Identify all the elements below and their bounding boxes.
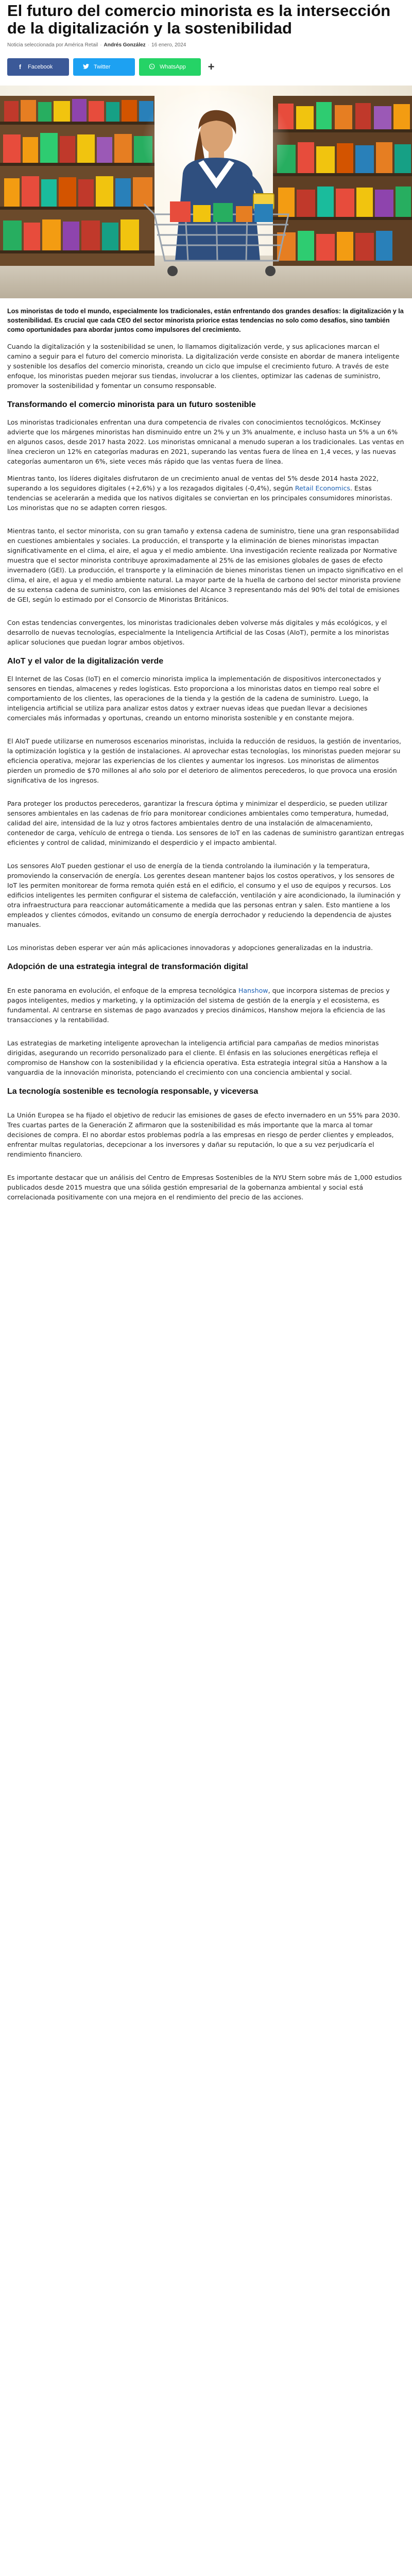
- byline-date: 16 enero, 2024: [151, 42, 186, 48]
- retail-economics-link[interactable]: Retail Economics: [295, 484, 350, 492]
- section-heading: AIoT y el valor de la digitalización verde: [7, 657, 164, 666]
- article-lead: Los minoristas de todo el mundo, especialmente los tradicionales, están enfrentando dos grandes desafíos: la digitalización y la sostenibilidad. Es crucial que cada CEO del sector minorista priorice estas tendencias no solo como desafíos, sino también como oportunidades para abordar juntos como impulsores del crecimiento.: [7, 308, 404, 333]
- share-whatsapp-label: WhatsApp: [160, 64, 186, 70]
- article-page: [0, 0, 412, 1223]
- paragraph: Mientras tanto, los líderes digitales disfrutaron de un crecimiento anual de ventas del 5% desde 2014 hasta 2022, superando a los seguidores digitales (+2,6%) y a los rezagados digitales (-0,4%), según Retail Economics. Estas tendencias se acelerarán a medida que los nativos digitales se conviertan en los principales consumidores minoristas. Los minoristas que no se adapten corren riesgos.: [7, 474, 392, 512]
- paragraph: Los minoristas tradicionales enfrentan una dura competencia de rivales con conocimientos tecnológicos. McKinsey advierte que los márgenes minoristas han disminuido entre un 2% y un 3% anualmente, e incluso hasta un 5% a un 6% en algunos casos, desde 2017 hasta 2022. Los minoristas omnicanal a menudo superan a los tradicionales. Las ventas en línea crecieron un 12% en categorías maduras en 2021, superando las ventas fuera de línea en 1,4 veces, y las nuevas categorías aumentaron un 6%, siete veces más rápido que las ventas fuera de línea.: [7, 418, 404, 465]
- byline-source: Noticia seleccionada por América Retail: [7, 42, 98, 48]
- paragraph: Las estrategias de marketing inteligente aprovechan la inteligencia artificial para campañas de medios minoristas dirigidas, asegurando un recorrido personalizado para el cliente. El énfasis en las soluciones energéticas refleja el compromiso de Hanshow con la sostenibilidad y la eficiencia operativa. Esta estrategia integral sitúa a Hanshow a la vanguardia de la innovación minorista, potenciando el crecimiento con una conciencia ambiental y social.: [7, 1039, 387, 1076]
- article-title: El futuro del comercio minorista es la intersección de la digitalización y la sostenibilidad: [7, 2, 391, 37]
- byline: Noticia seleccionada por América Retail · Andrés González · 16 enero, 2024: [7, 42, 186, 48]
- article-body: [0, 307, 412, 1202]
- paragraph: Los minoristas deben esperar ver aún más aplicaciones innovadoras y adopciones generalizadas en la industria.: [7, 944, 373, 952]
- paragraph: Para proteger los productos perecederos, garantizar la frescura óptima y minimizar el desperdicio, se pueden utilizar sensores ambientales en las cadenas de frío para monitorear condiciones ambientales como temperatura, humedad, calidad del aire, intensidad de la luz y otros factores ambientales dentro de una instalación de almacenamiento, contenedor de carga, vehículo de entrega o tienda. Los sensores de IoT en las cadenas de suministro garantizan entregas eficientes y control de calidad, minimizando el desperdicio y el impacto ambiental.: [7, 800, 404, 846]
- section-heading: Transformando el comercio minorista para un futuro sostenible: [7, 400, 256, 409]
- plus-icon: +: [208, 60, 215, 73]
- paragraph: Mientras tanto, el sector minorista, con su gran tamaño y extensa cadena de suministro, tiene una gran responsabilidad en cuestiones ambientales y sociales. La producción, el transporte y la eliminación de bienes minoristas impactan significativamente en el clima, el aire, el agua y el medio ambiente. Una investigación reciente realizada por Normative muestra que el sector minorista contribuye aproximadamente al 25% de las emisiones globales de gases de efecto invernadero (GEI). La producción, el transporte y la eliminación de bienes minoristas tienen un impacto significativo en el clima, el aire, el agua y el medio ambiente natural. La mayor parte de la huella de carbono del sector minorista proviene de su extensa cadena de suministro, con las emisiones del Alcance 3 representando más del 90% del total de emisiones de GEI, según lo estimado por el Consorcio de Minoristas Británicos.: [7, 527, 403, 603]
- share-bar: [0, 52, 412, 77]
- share-twitter-button[interactable]: [73, 58, 135, 76]
- section-heading: Adopción de una estrategia integral de transformación digital: [7, 962, 248, 971]
- twitter-icon: [82, 63, 90, 71]
- paragraph: Es importante destacar que un análisis del Centro de Empresas Sostenibles de la NYU Stern sobre más de 1,000 estudios publicados desde 2015 muestra que una sólida gestión empresarial de la gobernanza ambiental y social está correlacionada positivamente con una mejora en el rendimiento del precio de las acciones.: [7, 1174, 402, 1201]
- paragraph: El AIoT puede utilizarse en numerosos escenarios minoristas, incluida la reducción de residuos, la gestión de inventarios, la optimización logística y la gestión de instalaciones. Al aprovechar estas tecnologías, los minoristas pueden mejorar su eficiencia operativa, mejorar las experiencias de los clientes y aumentar los ingresos. Los minoristas de alimentos pierden un promedio de $70 millones al año solo por el deterioro de alimentos perecederos, lo que provoca una erosión significativa de los ingresos.: [7, 737, 401, 784]
- facebook-icon: f: [19, 63, 21, 71]
- paragraph: En este panorama en evolución, el enfoque de la empresa tecnológica Hanshow, que incorpora sistemas de precios y pagos inteligentes, medios y marketing, y la optimización del sistema de gestión de la energía y el ecosistema, es fundamental. Al centrarse en sistemas de pago avanzados y precios dinámicos, Hanshow mejora la eficiencia de las transacciones y la rentabilidad.: [7, 987, 390, 1024]
- section-heading: La tecnología sostenible es tecnología responsable, y viceversa: [7, 1087, 259, 1096]
- whatsapp-icon: [148, 63, 156, 71]
- paragraph: El Internet de las Cosas (IoT) en el comercio minorista implica la implementación de dispositivos interconectados y sensores en tiendas, almacenes y redes logísticas. Esto proporciona a los minoristas datos en tiempo real sobre el comportamiento de los clientes, las operaciones de la tienda y la gestión de la cadena de suministro. Luego, la inteligencia artificial se utiliza para analizar estos datos y extraer nuevas ideas que puedan llevar a decisiones comerciales más informadas y oportunas, creando un entorno minorista sostenible y en constante mejora.: [7, 675, 382, 722]
- share-facebook-label: Facebook: [28, 64, 53, 70]
- byline-author[interactable]: Andrés González: [104, 42, 146, 48]
- share-facebook-button[interactable]: [7, 58, 69, 76]
- hero-image: [0, 86, 412, 298]
- share-twitter-label: Twitter: [94, 64, 111, 70]
- paragraph: Los sensores AIoT pueden gestionar el uso de energía de la tienda controlando la iluminación y la temperatura, promoviendo la conservación de energía. Los gerentes desean mantener bajos los costos operativos, y los sensores de IoT les permiten monitorear de forma remota quién está en el edificio, el consumo y el uso de equipos y recursos. Los edificios inteligentes les permiten configurar el sistema de calefacción, ventilación y aire acondicionado, la iluminación y otra infraestructura para reaccionar automáticamente a medida que las personas entran y salen. Esto mantiene a los empleados y clientes cómodos, evitando un consumo de energía derrochador y reduciendo la dependencia de ajustes manuales.: [7, 862, 401, 928]
- paragraph: La Unión Europea se ha fijado el objetivo de reducir las emisiones de gases de efecto invernadero en un 55% para 2030. Tres cuartas partes de la Generación Z afirmaron que la sostenibilidad es más importante que la marca al tomar decisiones de compra. El no abordar estos problemas podría a las empresas en riesgo de perder clientes y empleados, enfrentar multas regulatorias, decepcionar a los inversores y dañar su reputación, lo que a su vez perjudicaría el rendimiento financiero.: [7, 1111, 400, 1158]
- share-more-button[interactable]: [205, 58, 217, 76]
- paragraph: Cuando la digitalización y la sostenibilidad se unen, lo llamamos digitalización verde, y sus aplicaciones marcan el camino a seguir para el futuro del comercio minorista. La digitalización verde consiste en abordar de manera inteligente y sostenible los desafíos del comercio minorista, creando un ciclo que impulse el crecimiento futuro. A través de este enfoque, los minoristas pueden mejorar sus tiendas, involucrar a los clientes, optimizar las cadenas de suministro, promover la sostenibilidad y fomentar un consumo responsable.: [7, 343, 400, 389]
- paragraph: Con estas tendencias convergentes, los minoristas tradicionales deben volverse más digitales y más ecológicos, y el desarrollo de nuevas tecnologías, especialmente la Inteligencia Artificial de las Cosas (AIoT), permite a los minoristas aplicar soluciones que puedan lograr ambos objetivos.: [7, 619, 389, 646]
- share-whatsapp-button[interactable]: [139, 58, 201, 76]
- hanshow-link[interactable]: Hanshow: [238, 987, 268, 994]
